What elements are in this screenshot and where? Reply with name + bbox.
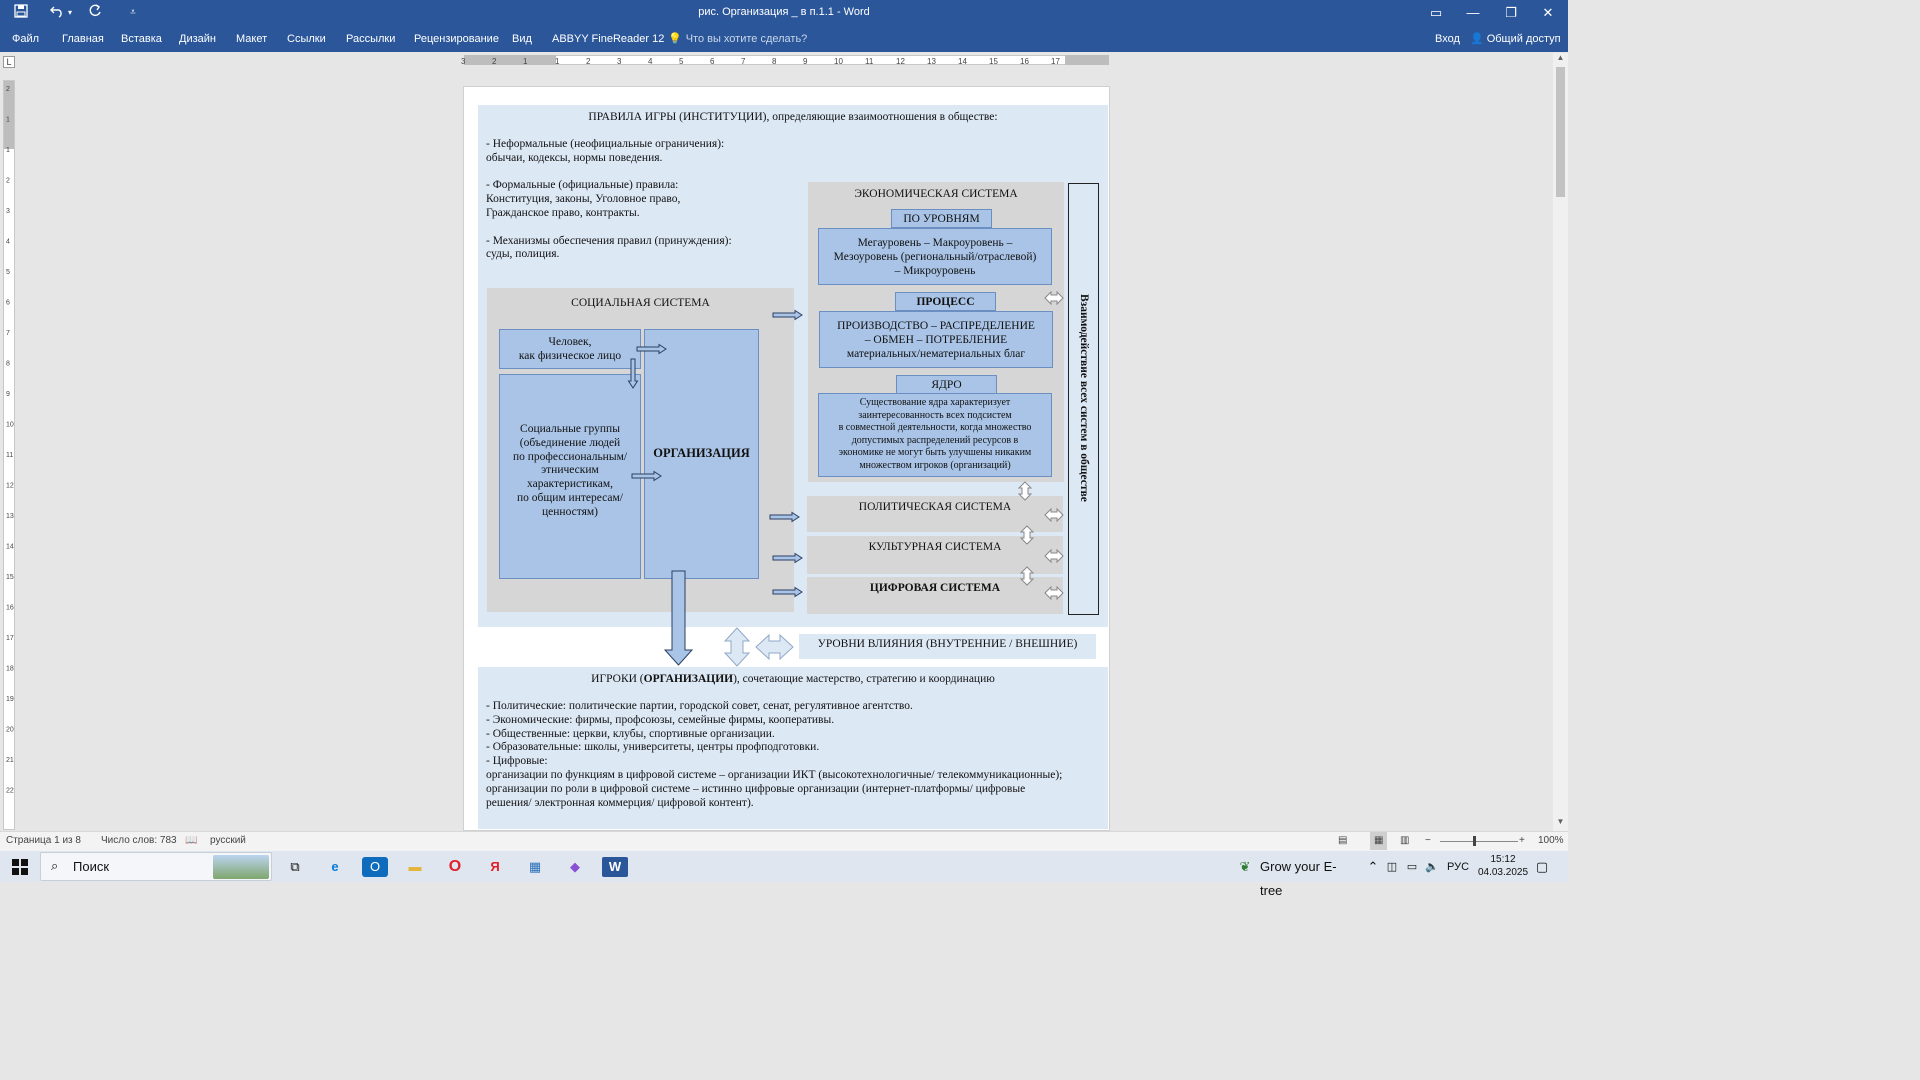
ruler-tick-label: 1 bbox=[555, 57, 560, 66]
players-line: - Цифровые: bbox=[486, 755, 548, 768]
volume-icon[interactable]: 🔈 bbox=[1425, 861, 1439, 873]
horizontal-ruler[interactable] bbox=[18, 53, 1553, 68]
rules-title: ПРАВИЛА ИГРЫ (ИНСТИТУЦИИ), определяющие взаимоотношения в обществе: bbox=[588, 111, 998, 123]
players-line: - Общественные: церкви, клубы, спортивные организации. bbox=[486, 727, 775, 740]
ruler-tick-label: 13 bbox=[927, 57, 936, 66]
process-text: ПРОИЗВОДСТВО – РАСПРЕДЕЛЕНИЕ – ОБМЕН – ПОТРЕБЛЕНИЕ материальных/нематериальных благ bbox=[837, 320, 1035, 360]
by-levels-label: ПО УРОВНЯМ bbox=[903, 213, 980, 225]
organization-text: ОРГАНИЗАЦИЯ bbox=[653, 446, 750, 460]
ruler-tick-label: 11 bbox=[865, 57, 874, 66]
tab-selector[interactable]: L bbox=[3, 56, 15, 68]
players-line: организации по функциям в цифровой системе – организации ИКТ (высокотехнологичные/ телекоммуникационные); bbox=[486, 768, 1063, 781]
ruler-tick-label: 21 bbox=[6, 757, 14, 764]
window-title: рис. Организация _ в п.1.1 - Word bbox=[698, 6, 870, 18]
zoom-slider[interactable] bbox=[1440, 841, 1518, 842]
ruler-tick-label: 10 bbox=[6, 421, 14, 429]
scroll-thumb[interactable] bbox=[1556, 67, 1565, 197]
ribbon-display-icon[interactable]: ▭ bbox=[1429, 5, 1443, 20]
players-line: - Образовательные: школы, университеты, центры профподготовки. bbox=[486, 741, 820, 754]
ribbon-tabs bbox=[0, 26, 1568, 52]
groups-text: Социальные группы (объединение людей по профессиональным/ этническим характеристикам, по общим интересам/ ценностям) bbox=[512, 423, 628, 518]
person-text: Человек, как физическое лицо bbox=[518, 336, 622, 362]
vruler-labels bbox=[4, 81, 16, 831]
ruler-tick-label: 7 bbox=[6, 330, 10, 337]
network-icon[interactable]: ▭ bbox=[1406, 861, 1418, 873]
print-layout-icon[interactable]: ▦ bbox=[1370, 832, 1387, 850]
players-title-post: ), сочетающие мастерство, стратегию и координацию bbox=[733, 673, 995, 685]
ruler-tick-label: 9 bbox=[803, 57, 808, 66]
rules-line: - Механизмы обеспечения правил (принуждения): bbox=[486, 234, 732, 247]
ruler-tick-label: 4 bbox=[648, 57, 653, 66]
app-icon[interactable]: ◆ bbox=[570, 859, 580, 874]
zoom-out-icon[interactable]: − bbox=[1425, 835, 1431, 846]
ruler-tick-label: 19 bbox=[6, 696, 14, 703]
scroll-up-icon[interactable]: ▲ bbox=[1556, 53, 1565, 62]
tab-insert[interactable]: Вставка bbox=[121, 33, 162, 45]
tell-me-text: Что вы хотите сделать? bbox=[685, 33, 808, 45]
close-button[interactable]: ✕ bbox=[1542, 5, 1554, 20]
rules-line: суды, полиция. bbox=[486, 248, 560, 261]
ruler-tick-label: 20 bbox=[6, 726, 14, 734]
ruler-labels bbox=[18, 53, 1553, 68]
title-bar bbox=[0, 0, 1568, 26]
ruler-tick-label: 17 bbox=[1051, 57, 1060, 66]
ruler-tick-label: 8 bbox=[6, 360, 10, 368]
outlook-icon[interactable]: O bbox=[362, 857, 388, 877]
tab-abbyy[interactable]: ABBYY FineReader 12 bbox=[552, 33, 665, 45]
ruler-tick-label: 1 bbox=[6, 147, 10, 154]
tab-review[interactable]: Рецензирование bbox=[414, 33, 499, 45]
ruler-tick-label: 11 bbox=[6, 452, 14, 459]
players-title-pre: ИГРОКИ ( bbox=[591, 673, 644, 685]
input-language[interactable]: РУС bbox=[1446, 861, 1470, 873]
tab-references[interactable]: Ссылки bbox=[287, 33, 326, 45]
interaction-label: Взаимодействие всех систем в обществе bbox=[1077, 293, 1090, 502]
ruler-tick-label: 2 bbox=[586, 57, 591, 66]
file-explorer-icon[interactable]: ▬ bbox=[408, 859, 422, 874]
ruler-tick-label: 1 bbox=[523, 57, 528, 66]
chevron-up-icon[interactable]: ⌃ bbox=[1367, 859, 1379, 874]
ruler-tick-label: 22 bbox=[6, 787, 14, 795]
players-line: решения/ электронная коммерция/ цифровой контент). bbox=[486, 796, 754, 809]
tab-mailings[interactable]: Рассылки bbox=[346, 33, 396, 45]
task-view-icon[interactable]: ⧉ bbox=[290, 859, 300, 874]
ruler-tick-label: 18 bbox=[6, 665, 14, 673]
ruler-tick-label: 4 bbox=[6, 238, 10, 246]
cultural-system-label: КУЛЬТУРНАЯ СИСТЕМА bbox=[868, 541, 1002, 553]
read-mode-icon[interactable]: ▤ bbox=[1338, 835, 1348, 846]
status-bar bbox=[0, 831, 1568, 851]
ruler-tick-label: 3 bbox=[6, 208, 10, 215]
share-button[interactable] bbox=[1470, 30, 1561, 48]
players-line: организации по роли в цифровой системе – истинно цифровые организации (интернет-платформы/ цифровые bbox=[486, 782, 1026, 795]
ruler-tick-label: 8 bbox=[772, 57, 777, 66]
players-line: - Политические: политические партии, городской совет, сенат, регулятивное агентство. bbox=[486, 700, 913, 712]
taskbar-search[interactable] bbox=[40, 852, 272, 881]
search-icon: ⌕ bbox=[51, 858, 59, 873]
share-label: Общий доступ bbox=[1486, 33, 1561, 45]
influence-label: УРОВНИ ВЛИЯНИЯ (ВНУТРЕННИЕ / ВНЕШНИЕ) bbox=[817, 638, 1078, 650]
proofing-icon[interactable]: 📖 bbox=[185, 835, 198, 846]
influence-horizontal-arrow bbox=[756, 635, 793, 659]
rules-line bbox=[486, 166, 816, 180]
weather-widget[interactable]: Grow your E-tree bbox=[1260, 859, 1337, 898]
yandex-icon[interactable]: Я bbox=[490, 859, 500, 874]
ruler-tick-label: 9 bbox=[6, 391, 10, 398]
players-line: - Экономические: фирмы, профсоюзы, семейные фирмы, кооперативы. bbox=[486, 713, 835, 726]
players-list bbox=[486, 700, 1106, 810]
calculator-icon[interactable]: ▦ bbox=[528, 859, 542, 874]
players-title bbox=[478, 673, 1108, 687]
ruler-tick-label: 12 bbox=[6, 482, 14, 490]
zoom-thumb[interactable] bbox=[1473, 836, 1476, 846]
web-layout-icon[interactable]: ▥ bbox=[1400, 835, 1410, 846]
windows-start-icon[interactable] bbox=[8, 855, 32, 879]
ruler-tick-label: 17 bbox=[6, 635, 14, 642]
ruler-tick-label: 3 bbox=[461, 57, 466, 66]
ruler-tick-label: 2 bbox=[492, 57, 497, 66]
tab-view[interactable]: Вид bbox=[512, 33, 532, 45]
document-page[interactable] bbox=[463, 86, 1110, 831]
edge-icon[interactable]: e bbox=[331, 859, 339, 874]
clock-time: 15:12 bbox=[1490, 854, 1516, 865]
ruler-tick-label: 5 bbox=[6, 269, 10, 276]
tab-layout[interactable]: Макет bbox=[236, 33, 268, 45]
tab-file[interactable]: Файл bbox=[12, 33, 40, 45]
clock[interactable] bbox=[1474, 853, 1532, 879]
word-count[interactable]: Число слов: 783 bbox=[101, 835, 177, 846]
ruler-tick-label: 14 bbox=[958, 57, 967, 66]
rules-line: Гражданское право, контракты. bbox=[486, 206, 640, 219]
ruler-tick-label: 2 bbox=[6, 177, 10, 185]
customize-icon[interactable]: ⩡ bbox=[130, 7, 136, 18]
camera-icon[interactable]: ◫ bbox=[1386, 861, 1398, 873]
notification-icon[interactable]: ▢ bbox=[1535, 859, 1549, 874]
search-highlight-image bbox=[213, 855, 269, 879]
scroll-down-icon[interactable]: ▼ bbox=[1556, 817, 1565, 826]
tell-me-search[interactable] bbox=[668, 30, 807, 48]
rules-line: обычаи, кодексы, нормы поведения. bbox=[486, 151, 663, 164]
ruler-tick-label: 6 bbox=[6, 299, 10, 307]
taskbar bbox=[0, 851, 1568, 898]
word-icon[interactable]: W bbox=[602, 857, 628, 877]
opera-icon[interactable]: O bbox=[448, 858, 462, 875]
ruler-tick-label: 13 bbox=[6, 513, 14, 520]
maximize-button[interactable]: ❐ bbox=[1505, 5, 1517, 20]
zoom-level[interactable]: 100% bbox=[1538, 835, 1564, 846]
rules-line: Конституция, законы, Уголовное право, bbox=[486, 193, 681, 206]
tab-design[interactable]: Дизайн bbox=[179, 33, 216, 45]
tab-home[interactable]: Главная bbox=[62, 33, 104, 45]
ruler-tick-label: 6 bbox=[710, 57, 715, 66]
economic-system-title: ЭКОНОМИЧЕСКАЯ СИСТЕМА bbox=[854, 188, 1018, 200]
ruler-tick-label: 12 bbox=[896, 57, 905, 66]
rules-line: - Формальные (официальные) правила: bbox=[486, 179, 679, 192]
vertical-scrollbar[interactable] bbox=[1553, 53, 1568, 831]
rules-line: - Неформальные (неофициальные ограничения): bbox=[486, 138, 725, 150]
players-title-bold: ОРГАНИЗАЦИИ bbox=[643, 673, 734, 685]
search-placeholder: Поиск bbox=[73, 859, 110, 874]
ruler-tick-label: 16 bbox=[1020, 57, 1029, 66]
ruler-tick-label: 7 bbox=[741, 57, 746, 66]
ruler-tick-label: 15 bbox=[6, 574, 14, 581]
social-system-title: СОЦИАЛЬНАЯ СИСТЕМА bbox=[571, 297, 710, 309]
page-count[interactable]: Страница 1 из 8 bbox=[6, 835, 81, 846]
lightbulb-icon: 💡 bbox=[668, 33, 682, 45]
person-icon: 👤 bbox=[1470, 33, 1484, 45]
clock-date: 04.03.2025 bbox=[1477, 867, 1529, 878]
leaf-icon[interactable]: ❦ bbox=[1239, 859, 1251, 874]
ruler-tick-label: 10 bbox=[834, 57, 843, 66]
sign-in-link[interactable]: Вход bbox=[1435, 33, 1460, 45]
influence-vertical-arrow bbox=[725, 628, 749, 666]
rules-line bbox=[486, 221, 816, 235]
ruler-tick-label: 3 bbox=[617, 57, 622, 66]
rules-list bbox=[486, 138, 816, 262]
ruler-tick-label: 2 bbox=[6, 86, 10, 93]
ruler-tick-label: 5 bbox=[679, 57, 684, 66]
vertical-ruler[interactable] bbox=[3, 80, 15, 830]
core-label: ЯДРО bbox=[931, 379, 962, 391]
digital-system-label: ЦИФРОВАЯ СИСТЕМА bbox=[869, 582, 1001, 594]
language-indicator[interactable]: русский bbox=[210, 835, 246, 846]
ruler-tick-label: 14 bbox=[6, 543, 14, 551]
political-system-label: ПОЛИТИЧЕСКАЯ СИСТЕМА bbox=[858, 501, 1012, 513]
core-text: Существование ядра характеризует заинтересованность всех подсистем в совместной деятельности, когда множество допустимых распределений ресурсов в экономике не могут быть улучшены никаким множеством игроков (организаций) bbox=[838, 397, 1032, 471]
zoom-in-icon[interactable]: + bbox=[1519, 835, 1525, 846]
levels-text: Мегауровень – Макроуровень – Мезоуровень (региональный/отраслевой) – Микроуровень bbox=[833, 237, 1037, 277]
process-label: ПРОЦЕСС bbox=[916, 296, 975, 308]
ruler-tick-label: 1 bbox=[6, 116, 10, 124]
minimize-button[interactable]: — bbox=[1466, 5, 1480, 20]
undo-dropdown-icon[interactable]: ▾ bbox=[67, 8, 72, 17]
ruler-tick-label: 16 bbox=[6, 604, 14, 612]
ruler-tick-label: 15 bbox=[989, 57, 998, 66]
